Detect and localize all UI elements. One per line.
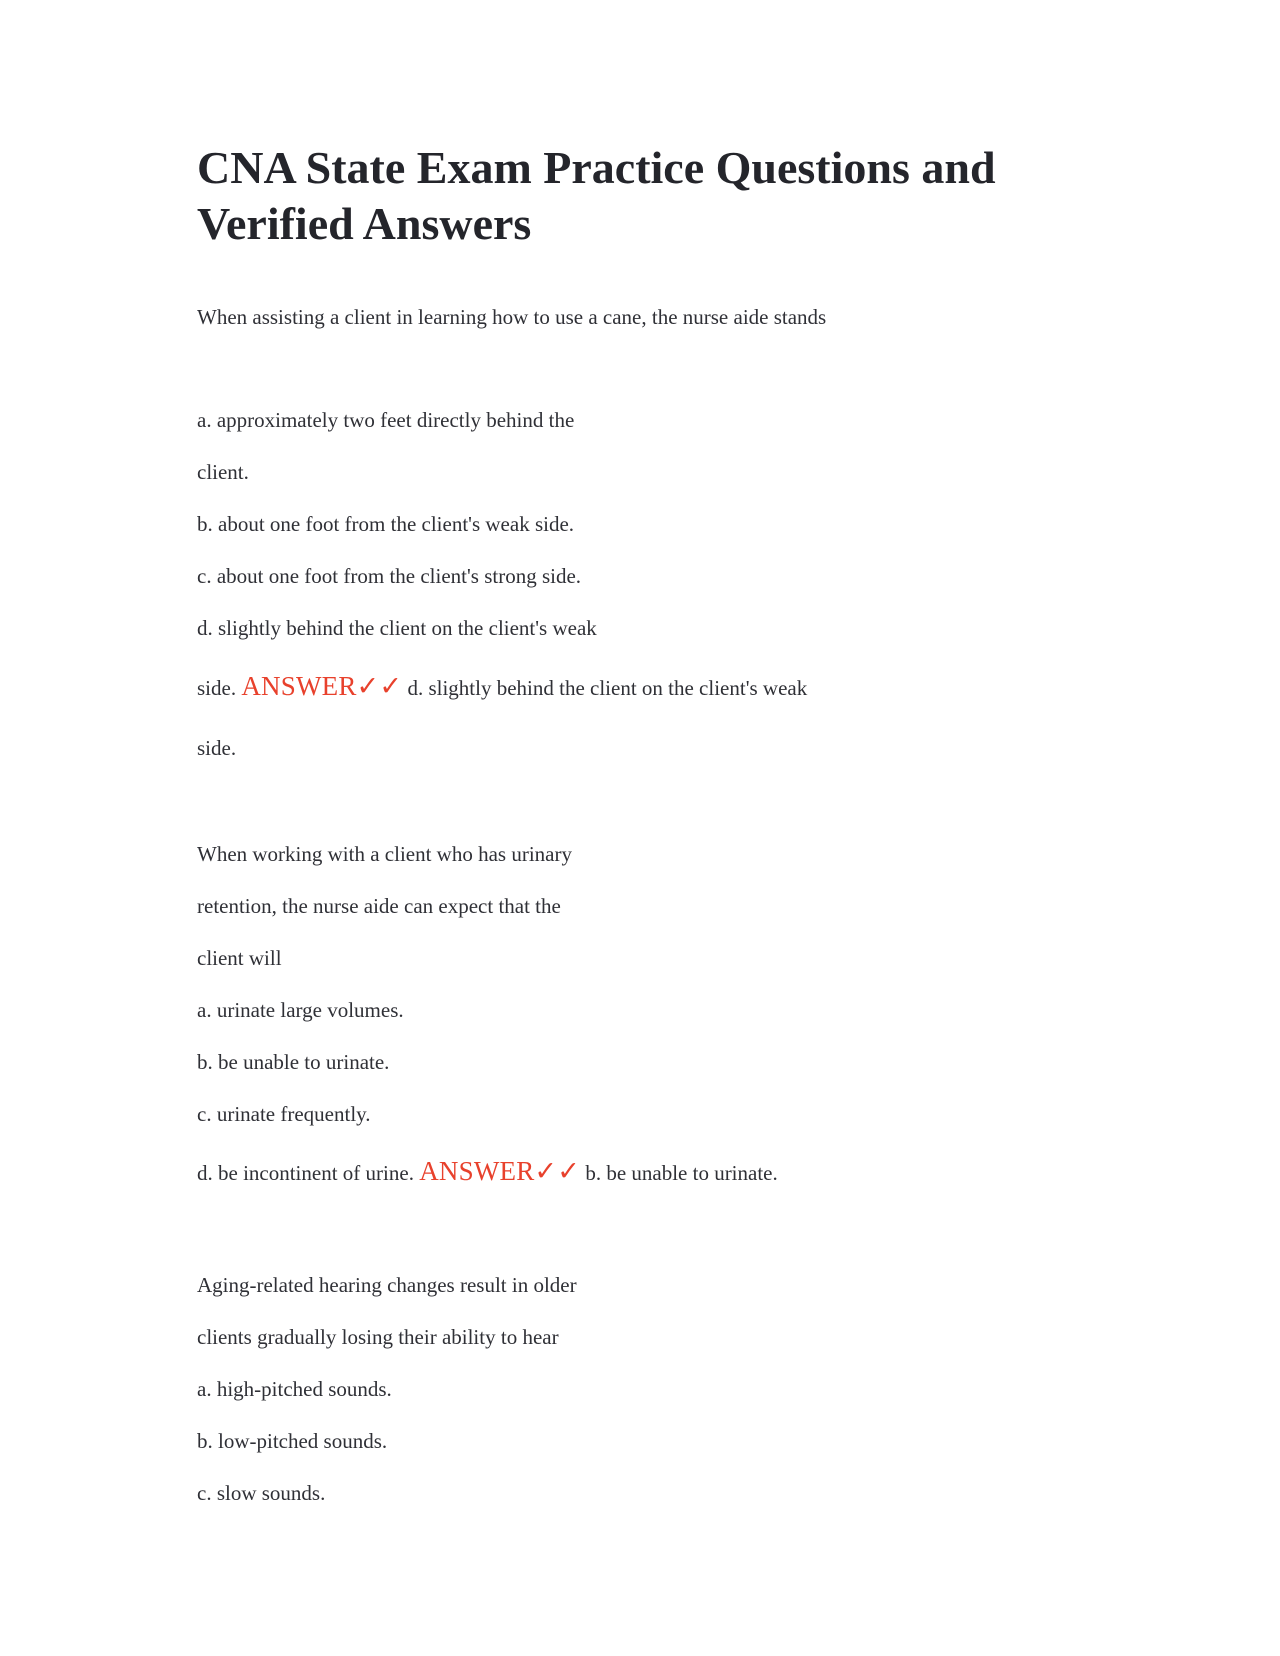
question-2-option-d: d. be incontinent of urine. bbox=[197, 1161, 414, 1185]
question-3-option-b: b. low-pitched sounds. bbox=[197, 1429, 388, 1453]
question-2-stem-line1: When working with a client who has urinary bbox=[197, 842, 572, 866]
question-2-option-b: b. be unable to urinate. bbox=[197, 1050, 390, 1074]
question-1-option-a-line2: client. bbox=[197, 460, 249, 484]
question-1-answer-tag: ANSWER✓✓ bbox=[241, 671, 403, 701]
question-2-stem-line3: client will bbox=[197, 946, 282, 970]
question-1-answer-line2: side. bbox=[197, 736, 237, 760]
question-1-answer-line bbox=[197, 672, 807, 702]
question-1-answer-text: d. slightly behind the client on the client's weak bbox=[407, 676, 808, 700]
question-3-option-c: c. slow sounds. bbox=[197, 1481, 326, 1505]
question-1-option-a-line1: a. approximately two feet directly behind the bbox=[197, 408, 575, 432]
question-2-answer-text: b. be unable to urinate. bbox=[585, 1161, 778, 1185]
question-1-option-c: c. about one foot from the client's strong side. bbox=[197, 564, 582, 588]
question-3-option-a: a. high-pitched sounds. bbox=[197, 1377, 392, 1401]
question-1-option-b: b. about one foot from the client's weak side. bbox=[197, 512, 575, 536]
question-1-option-d-line1: d. slightly behind the client on the client's weak bbox=[197, 616, 597, 640]
question-2-answer-tag: ANSWER✓✓ bbox=[419, 1156, 581, 1186]
page-title: CNA State Exam Practice Questions and Verified Answers bbox=[197, 142, 996, 249]
question-2-answer-line bbox=[197, 1157, 778, 1187]
question-1-option-d-line2: side. bbox=[197, 676, 237, 700]
question-3-stem-line2: clients gradually losing their ability to hear bbox=[197, 1325, 559, 1349]
question-1-stem: When assisting a client in learning how to use a cane, the nurse aide stands bbox=[197, 305, 827, 329]
question-2-option-a: a. urinate large volumes. bbox=[197, 998, 404, 1022]
question-2-stem-line2: retention, the nurse aide can expect that the bbox=[197, 894, 561, 918]
question-3-stem-line1: Aging-related hearing changes result in older bbox=[197, 1273, 577, 1297]
question-2-option-c: c. urinate frequently. bbox=[197, 1102, 371, 1126]
